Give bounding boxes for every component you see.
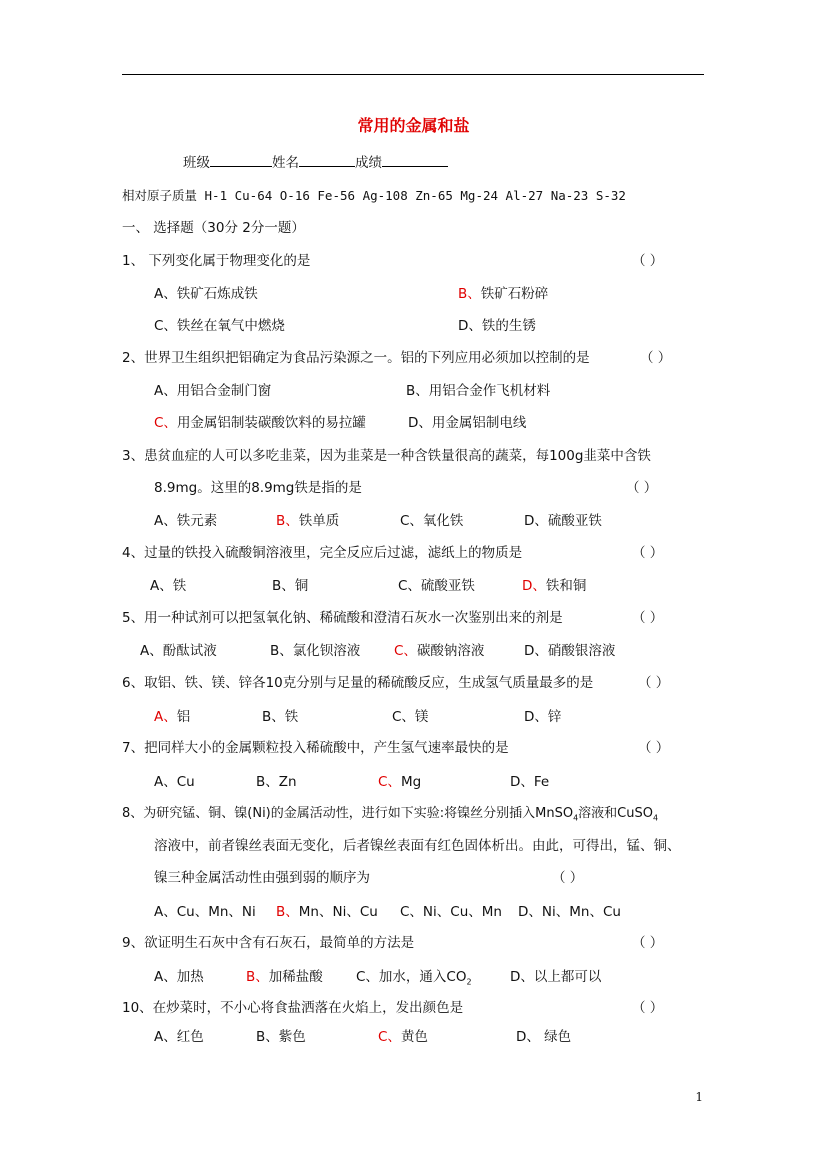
q7-option-c-letter: C、 — [378, 774, 401, 790]
q8-option-a: A、Cu、Mn、Ni — [154, 904, 256, 920]
q10-option-d: D、 绿色 — [516, 1029, 572, 1045]
name-blank[interactable] — [299, 165, 355, 167]
q7-option-d: D、Fe — [510, 774, 550, 790]
q9-option-b-text: 加稀盐酸 — [268, 969, 323, 985]
page-number: 1 — [695, 1090, 703, 1104]
q7-answer-paren[interactable]: （ ） — [638, 740, 670, 756]
q9-answer-paren[interactable]: （ ） — [632, 935, 664, 951]
q5-option-c — [394, 639, 484, 659]
q3-option-b — [276, 509, 339, 529]
q6-option-b: B、铁 — [262, 709, 299, 725]
q2-option-c-letter: C、 — [154, 415, 177, 431]
q8-option-c: C、Ni、Cu、Mn — [400, 904, 502, 920]
q10-option-c-letter: C、 — [378, 1029, 401, 1045]
score-blank[interactable] — [382, 165, 448, 167]
atomic-masses: 相对原子质量 H-1 Cu-64 O-16 Fe-56 Ag-108 Zn-65 Mg-24 Al-27 Na-23 S-32 — [122, 188, 626, 203]
q4-option-d — [522, 574, 586, 594]
q10-option-c — [378, 1025, 428, 1045]
q9-option-c — [356, 965, 472, 987]
q1-option-c: C、铁丝在氧气中燃烧 — [154, 318, 285, 334]
student-info-line — [183, 151, 448, 171]
q5-option-c-letter: C、 — [394, 643, 417, 659]
q10-option-c-text: 黄色 — [400, 1029, 428, 1045]
q5-option-d: D、硝酸银溶液 — [524, 643, 616, 659]
q4-option-b: B、铜 — [272, 578, 309, 594]
q8-stem-line3: 镍三种金属活动性由强到弱的顺序为 — [154, 870, 370, 886]
q2-option-c — [154, 411, 366, 431]
q1-stem: 1、 下列变化属于物理变化的是 — [122, 253, 311, 269]
q8-stem-line2: 溶液中，前者镍丝表面无变化，后者镍丝表面有红色固体析出。由此，可得出，锰、铜、 — [154, 838, 681, 854]
q6-option-a-text: 铝 — [176, 709, 191, 725]
q6-option-c: C、镁 — [392, 709, 429, 725]
q7-stem: 7、把同样大小的金属颗粒投入稀硫酸中，产生氢气速率最快的是 — [122, 740, 509, 756]
q8-subscript-2: 4 — [652, 813, 659, 823]
header-rule — [122, 74, 704, 75]
q9-stem: 9、欲证明生石灰中含有石灰石，最简单的方法是 — [122, 935, 415, 951]
score-label: 成绩 — [355, 155, 382, 171]
q9-option-a: A、加热 — [154, 969, 204, 985]
q9-option-d: D、以上都可以 — [510, 969, 602, 985]
q5-option-b: B、氯化钡溶液 — [270, 643, 361, 659]
q3-option-a: A、铁元素 — [154, 513, 218, 529]
q7-option-b: B、Zn — [256, 774, 297, 790]
q6-option-d: D、锌 — [524, 709, 562, 725]
q8-stem-line1 — [122, 802, 658, 823]
page-title: 常用的金属和盐 — [357, 116, 470, 135]
class-label: 班级 — [183, 155, 210, 171]
q7-option-a: A、Cu — [154, 774, 195, 790]
q8-option-b — [276, 900, 378, 920]
q4-stem: 4、过量的铁投入硫酸铜溶液里，完全反应后过滤，滤纸上的物质是 — [122, 545, 523, 561]
q2-option-d: D、用金属铝制电线 — [408, 415, 527, 431]
q8-option-d: D、Ni、Mn、Cu — [518, 904, 621, 920]
section-heading: 一、 选择题（30分 2分一题） — [122, 220, 305, 236]
q3-answer-paren[interactable]: （ ） — [626, 480, 658, 496]
q4-option-d-letter: D、 — [522, 578, 546, 594]
q8-answer-paren[interactable]: （ ） — [552, 870, 584, 886]
q7-option-c-text: Mg — [400, 774, 422, 790]
q1-answer-paren[interactable]: （ ） — [632, 253, 664, 269]
name-label: 姓名 — [272, 155, 299, 171]
q5-option-a: A、酚酞试液 — [140, 643, 217, 659]
q10-stem: 10、在炒菜时，不小心将食盐洒落在火焰上，发出颜色是 — [122, 1000, 464, 1016]
q1-option-d: D、铁的生锈 — [458, 318, 536, 334]
q7-option-c — [378, 770, 421, 790]
q3-option-c: C、氧化铁 — [400, 513, 464, 529]
q4-option-d-text: 铁和铜 — [545, 578, 587, 594]
q5-stem: 5、用一种试剂可以把氢氧化钠、稀硫酸和澄清石灰水一次鉴别出来的剂是 — [122, 610, 563, 626]
q3-option-d: D、硫酸亚铁 — [524, 513, 602, 529]
q4-option-c: C、硫酸亚铁 — [398, 578, 475, 594]
q5-option-c-text: 碳酸钠溶液 — [416, 643, 485, 659]
q6-answer-paren[interactable]: （ ） — [638, 675, 670, 691]
class-blank[interactable] — [210, 165, 272, 167]
q2-stem: 2、世界卫生组织把铝确定为食品污染源之一。铝的下列应用必须加以控制的是 — [122, 350, 590, 366]
q1-option-b — [458, 282, 548, 302]
q8-stem-part1: 8、为研究锰、铜、镍(Ni)的金属活动性，进行如下实验:将镍丝分别插入MnSO — [122, 806, 574, 821]
q2-option-a: A、用铝合金制门窗 — [154, 383, 272, 399]
q8-stem-part2: 溶液和CuSO — [578, 806, 653, 821]
q8-option-b-letter: B、 — [276, 904, 299, 920]
q4-option-a: A、铁 — [150, 578, 187, 594]
q1-option-b-text: 铁矿石粉碎 — [480, 286, 549, 302]
q8-subscript-1: 4 — [573, 813, 579, 823]
q9-option-b — [246, 965, 323, 985]
q3-stem-line1: 3、患贫血症的人可以多吃韭菜，因为韭菜是一种含铁量很高的蔬菜，每100g韭菜中含铁 — [122, 448, 651, 464]
q9-option-c-text: C、加水，通入CO — [356, 969, 467, 985]
q9-option-c-subscript: 2 — [466, 977, 472, 987]
q2-answer-paren[interactable]: （ ） — [640, 350, 672, 366]
q3-option-b-text: 铁单质 — [298, 513, 340, 529]
q3-option-b-letter: B、 — [276, 513, 299, 529]
q10-option-a: A、红色 — [154, 1029, 204, 1045]
q10-option-b: B、紫色 — [256, 1029, 306, 1045]
q6-option-a-letter: A、 — [154, 709, 177, 725]
q6-stem: 6、取铝、铁、镁、锌各10克分别与足量的稀硫酸反应，生成氢气质量最多的是 — [122, 675, 594, 691]
q5-answer-paren[interactable]: （ ） — [632, 610, 664, 626]
q6-option-a — [154, 705, 190, 725]
q1-option-b-letter: B、 — [458, 286, 481, 302]
q8-option-b-text: Mn、Ni、Cu — [298, 904, 378, 920]
q4-answer-paren[interactable]: （ ） — [632, 545, 664, 561]
q9-option-b-letter: B、 — [246, 969, 269, 985]
q2-option-c-text: 用金属铝制装碳酸饮料的易拉罐 — [176, 415, 366, 431]
q1-option-a: A、铁矿石炼成铁 — [154, 286, 258, 302]
q10-answer-paren[interactable]: （ ） — [632, 1000, 664, 1016]
q3-stem-line2: 8.9mg。这里的8.9mg铁是指的是 — [154, 480, 362, 496]
q2-option-b: B、用铝合金作飞机材料 — [406, 383, 551, 399]
